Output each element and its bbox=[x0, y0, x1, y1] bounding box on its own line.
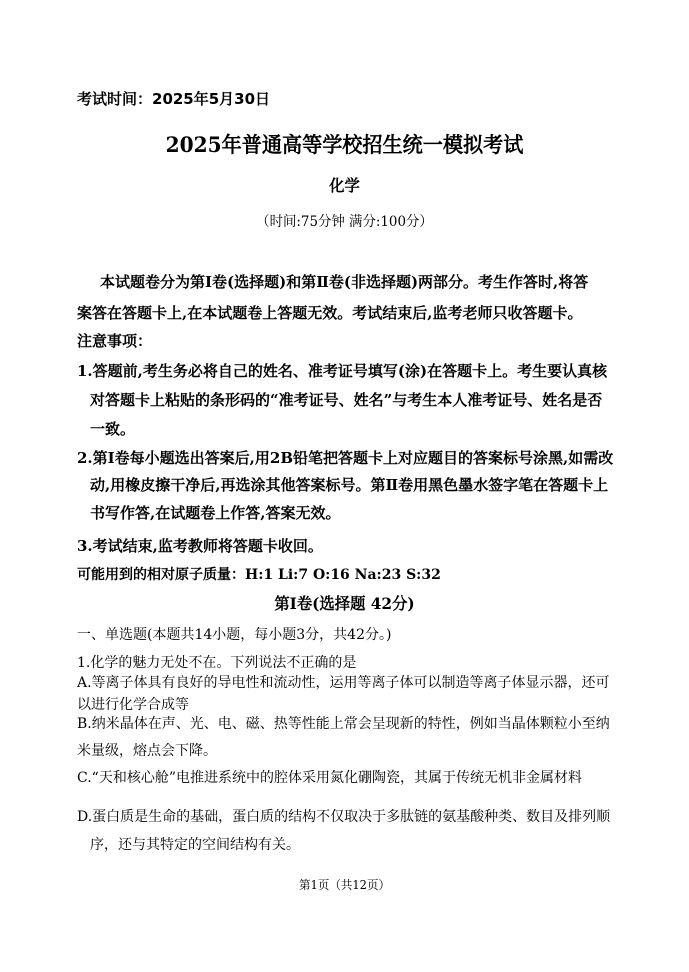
part-1-title: 第Ⅰ卷(选择题 42分) bbox=[274, 594, 415, 613]
exam-date: 考试时间：2025年5月30日 bbox=[77, 90, 271, 108]
section-heading: 一、单选题(本题共14小题，每小题3分，共42分。) bbox=[77, 627, 392, 643]
atomic-masses: 可能用到的相对原子质量：H:1 Li:7 O:16 Na:23 S:32 bbox=[77, 567, 441, 583]
question-1-option-b-line-1: B.纳米晶体在声、光、电、磁、热等性能上常会呈现新的特性，例如当晶体颗粒小至纳 bbox=[77, 716, 610, 732]
question-1-option-b-line-2: 米量级，熔点会下降。 bbox=[77, 743, 217, 759]
page-title: 2025年普通高等学校招生统一模拟考试 bbox=[165, 132, 524, 157]
question-1-option-c: C.“天和核心舱”电推进系统中的腔体采用氮化硼陶瓷，其属于传统无机非金属材料 bbox=[77, 770, 582, 786]
question-1-stem: 1.化学的魅力无处不在。下列说法不正确的是 bbox=[77, 655, 357, 671]
notice-item-3: 3.考试结束,监考教师将答题卡收回。 bbox=[77, 537, 323, 555]
notice-item-2-line-1: 2.第Ⅰ卷每小题选出答案后,用2B铅笔把答题卡上对应题目的答案标号涂黑,如需改 bbox=[77, 449, 614, 467]
page-footer: 第1页（共12页） bbox=[299, 878, 390, 892]
notice-item-1-line-3: 一致。 bbox=[90, 420, 136, 438]
intro-line-2: 案答在答题卡上,在本试题卷上答题无效。考试结束后,监考老师只收答题卡。 bbox=[77, 304, 583, 322]
subject-title: 化学 bbox=[329, 176, 360, 195]
question-1-option-d-line-1: D.蛋白质是生命的基础，蛋白质的结构不仅取决于多肽链的氨基酸种类、数目及排列顺 bbox=[77, 809, 611, 825]
notice-item-1-line-1: 1.答题前,考生务必将自己的姓名、准考证号填写(涂)在答题卡上。考生要认真核 bbox=[77, 362, 608, 380]
notice-item-1-line-2: 对答题卡上粘贴的条形码的“准考证号、姓名”与考生本人准考证号、姓名是否 bbox=[90, 391, 603, 409]
notice-item-2-line-2: 动,用橡皮擦干净后,再选涂其他答案标号。第Ⅱ卷用黑色墨水签字笔在答题卡上 bbox=[90, 476, 609, 494]
notice-item-2-line-3: 书写作答,在试题卷上作答,答案无效。 bbox=[90, 504, 341, 522]
question-1-option-a-line-2: 以进行化学合成等 bbox=[77, 697, 189, 713]
intro-line-1: 本试题卷分为第Ⅰ卷(选择题)和第Ⅱ卷(非选择题)两部分。考生作答时,将答 bbox=[100, 273, 589, 291]
notice-heading: 注意事项： bbox=[77, 332, 153, 350]
question-1-option-a-line-1: A.等离子体具有良好的导电性和流动性，运用等离子体可以制造等离子体显示器，还可 bbox=[77, 675, 610, 691]
question-1-option-d-line-2: 序，还与其特定的空间结构有关。 bbox=[90, 837, 300, 853]
time-score-note: （时间:75分钟 满分:100分） bbox=[256, 214, 433, 230]
